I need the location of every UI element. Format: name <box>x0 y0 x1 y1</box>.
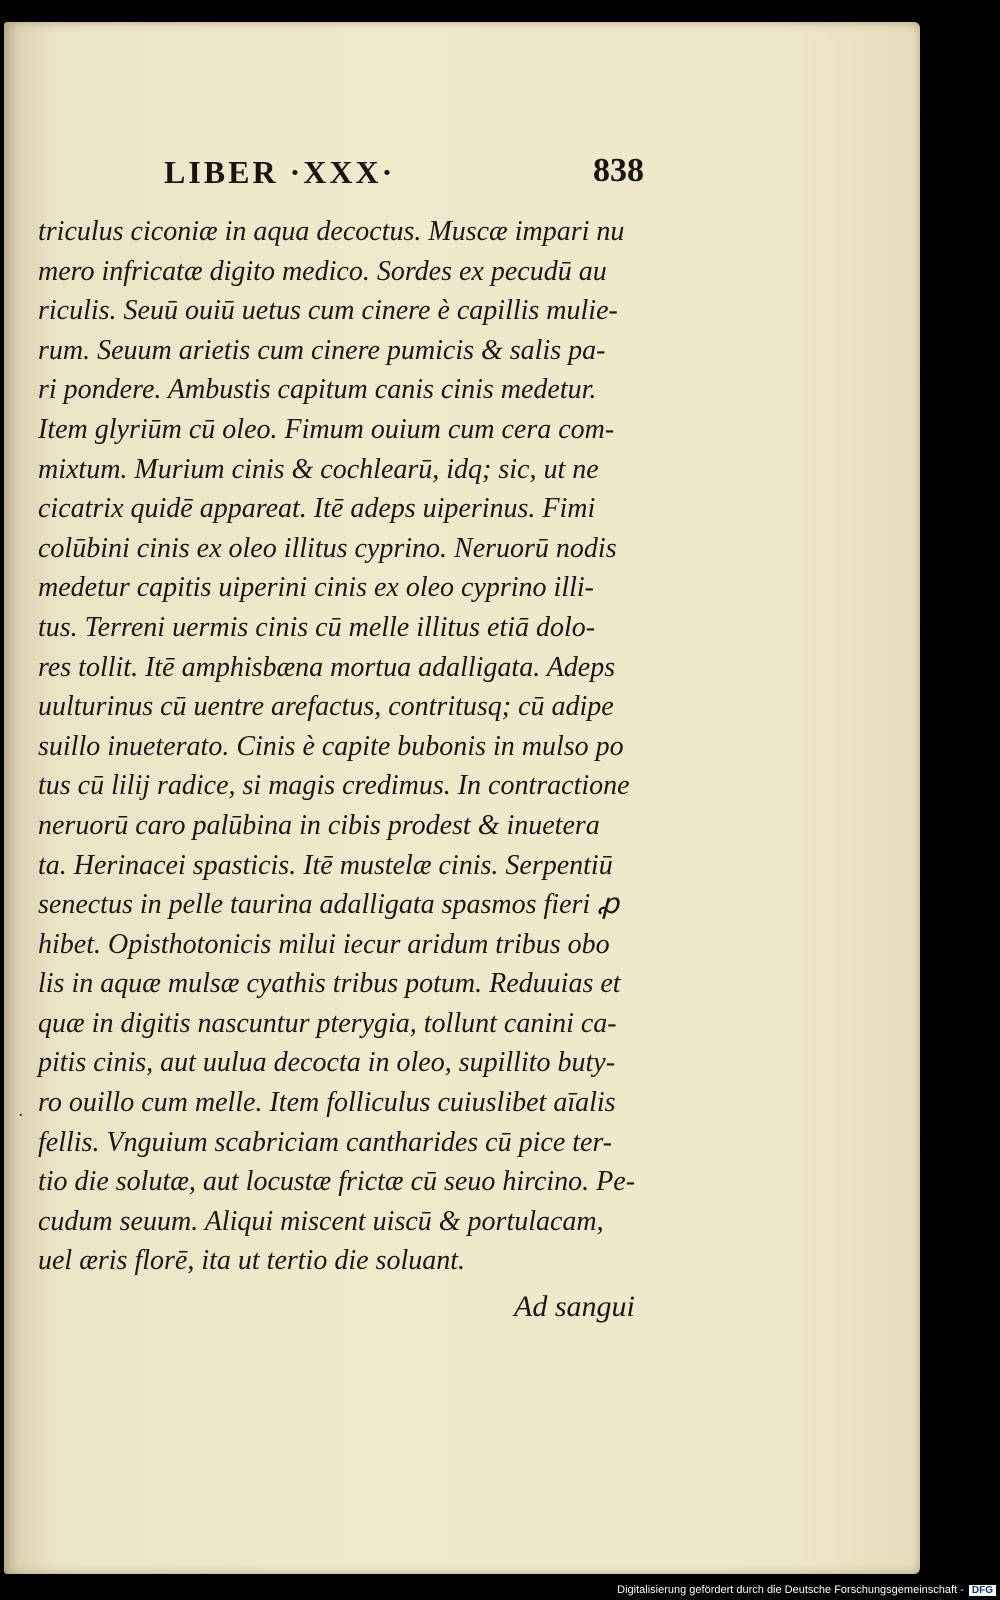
body-text <box>38 212 648 1281</box>
text-line: tus cū lilij radice, si magis credimus. In contractione <box>38 770 630 802</box>
text-line: hibet. Opisthotonicis milui iecur aridum tribus obo <box>38 928 610 960</box>
page-number: 838 <box>593 152 644 189</box>
text-line: lis in aquæ mulsæ cyathis tribus potum. Reduuias et <box>38 968 621 1000</box>
text-line: triculus ciconiæ in aqua decoctus. Muscæ impari nu <box>38 216 625 247</box>
margin-mark: · <box>18 1105 24 1126</box>
text-line: suillo inueterato. Cinis è capite bubonis in mulso po <box>38 730 624 762</box>
text-line: uel æris florē, ita ut tertio die soluant. <box>38 1245 465 1277</box>
page-header <box>164 152 644 196</box>
text-line: rum. Seuum arietis cum cinere pumicis & salis pa- <box>38 334 606 366</box>
text-line: pitis cinis, aut uulua decocta in oleo, supillito buty- <box>38 1047 616 1079</box>
text-line: cudum seuum. Aliqui miscent uiscū & portulacam, <box>38 1205 604 1237</box>
text-line: cicatrix quidē appareat. Itē adeps uiperinus. Fimi <box>38 493 596 525</box>
text-line: ro ouillo cum melle. Item folliculus cuiuslibet aīalis <box>38 1087 616 1119</box>
text-line: uulturinus cū uentre arefactus, contritusq; cū adipe <box>38 691 614 723</box>
text-line: ta. Herinacei spasticis. Itē mustelæ cinis. Serpentiū <box>38 849 613 881</box>
text-line: riculis. Seuū ouiū uetus cum cinere è capillis mulie- <box>38 295 618 327</box>
digitization-footer <box>617 1584 996 1596</box>
text-line: senectus in pelle taurina adalligata spasmos fieri ꝓ <box>38 889 619 921</box>
text-line: mero infricatæ digito medico. Sordes ex pecudū au <box>38 255 607 287</box>
dfg-logo: DFG <box>969 1585 996 1596</box>
text-line: fellis. Vnguium scabriciam cantharides cū pice ter- <box>38 1126 613 1158</box>
text-line: tus. Terreni uermis cinis cū melle illitus etiā dolo- <box>38 611 596 643</box>
text-line: tio die solutæ, aut locustæ frictæ cū seuo hircino. Pe- <box>38 1166 636 1198</box>
text-line: neruorū caro palūbina in cibis prodest & inuetera <box>38 809 600 841</box>
text-line: ri pondere. Ambustis capitum canis cinis medetur. <box>38 374 597 406</box>
text-line: colūbini cinis ex oleo illitus cyprino. Neruorū nodis <box>38 532 617 564</box>
text-line: res tollit. Itē amphisbæna mortua adalligata. Adeps <box>38 651 616 683</box>
text-line: medetur capitis uiperini cinis ex oleo cyprino illi- <box>38 572 594 604</box>
text-line: Item glyriūm cū oleo. Fimum ouium cum cera com- <box>38 413 615 445</box>
footer-text: Digitalisierung gefördert durch die Deutsche Forschungsgemeinschaft - <box>617 1584 964 1596</box>
running-head: LIBER ·XXX· <box>164 154 396 190</box>
catchword: Ad sangui <box>514 1290 635 1323</box>
text-line: quæ in digitis nascuntur pterygia, tollunt canini ca- <box>38 1007 617 1039</box>
text-line: mixtum. Murium cinis & cochlearū, idq; sic, ut ne <box>38 453 599 485</box>
book-page <box>4 22 920 1574</box>
